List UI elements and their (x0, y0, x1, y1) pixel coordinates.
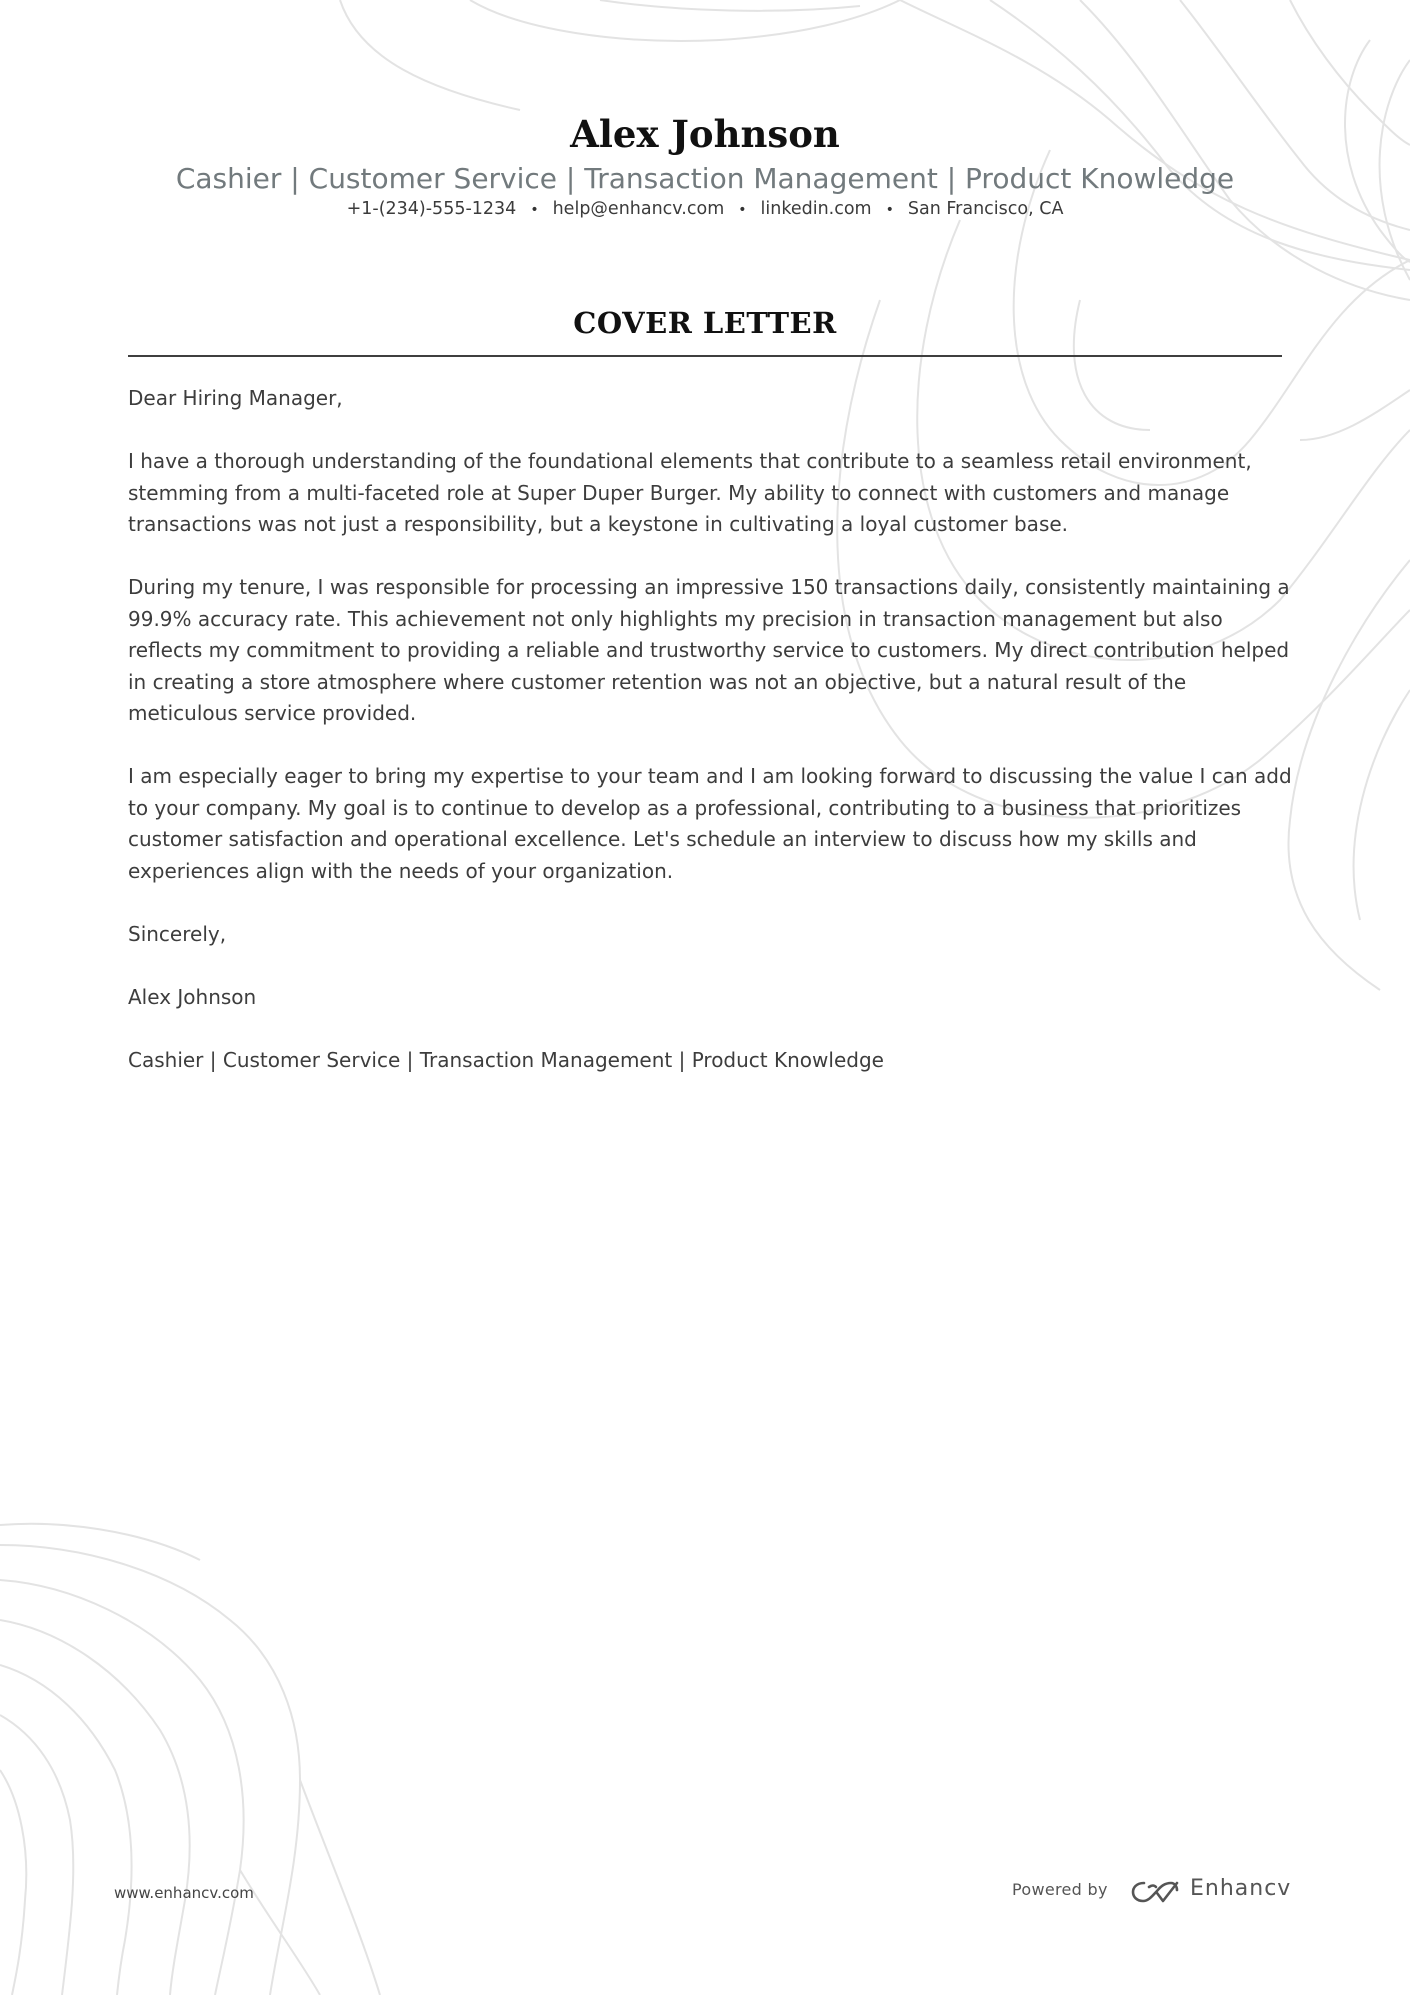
enhancv-brand-name[interactable]: Enhancv (1190, 1876, 1292, 1901)
contour-line (470, 0, 900, 41)
applicant-headline: Cashier | Customer Service | Transaction Management | Product Knowledge (175, 162, 1235, 195)
contour-line (0, 1524, 200, 1560)
contour-line (0, 1770, 26, 1995)
enhancv-logo-icon (1131, 1879, 1179, 1905)
contour-line (1288, 560, 1410, 990)
letter-paragraph: I have a thorough understanding of the foundational elements that contribute to a seamless retail environment, stemming from a multi-faceted role at Super Duper Burger. My ability to connect with customers and manage transactions was not just a responsibility, but a keystone in cultivating a loyal customer base. (128, 449, 1252, 536)
location: San Francisco, CA (907, 199, 1064, 219)
email-link[interactable]: help@enhancv.com (552, 199, 725, 219)
contour-line (0, 1545, 300, 1995)
phone-number[interactable]: +1-(234)-555-1234 (346, 199, 517, 219)
footer-website-link[interactable]: www.enhancv.com (114, 1884, 254, 1902)
letter-greeting: Dear Hiring Manager, (128, 386, 343, 410)
contour-line (1300, 390, 1410, 440)
contour-line (0, 1715, 73, 1995)
letter-closing: Sincerely, (128, 921, 227, 946)
powered-by-label: Powered by (1012, 1880, 1108, 1899)
contact-info (0, 199, 1410, 219)
letter-body (128, 383, 1293, 1108)
linkedin-link[interactable]: linkedin.com (760, 199, 872, 219)
contour-line (300, 1780, 380, 1995)
contour-line (600, 0, 860, 11)
bullet-separator: • (738, 202, 747, 218)
applicant-name: Alex Johnson (570, 112, 840, 156)
letter-paragraph: During my tenure, I was responsible for processing an impressive 150 transactions daily, consistently maintaining a 99.9% accuracy rate. This achievement not only highlights my precision in transaction management but also reflects my commitment to providing a reliable and trustworthy service to customers. My direct contribution helped in creating a store atmosphere where customer retention was not an objective, but a natural result of the meticulous service provided. (128, 575, 1290, 725)
contour-line (1354, 690, 1410, 920)
section-title: COVER LETTER (573, 306, 837, 340)
signature-name: Alex Johnson (128, 984, 257, 1009)
section-divider (128, 355, 1282, 357)
bullet-separator: • (885, 202, 894, 218)
letter-paragraph: I am especially eager to bring my expertise to your team and I am looking forward to discussing the value I can add to your company. My goal is to continue to develop as a professional, contributing to a business that prioritizes customer satisfaction and operational excellence. Let's schedule an interview to discuss how my skills and experiences align with the needs of your organization. (128, 764, 1292, 883)
bullet-separator: • (530, 202, 539, 218)
contour-line (340, 0, 520, 110)
signature-title: Cashier | Customer Service | Transaction Management | Product Knowledge (128, 1047, 884, 1072)
